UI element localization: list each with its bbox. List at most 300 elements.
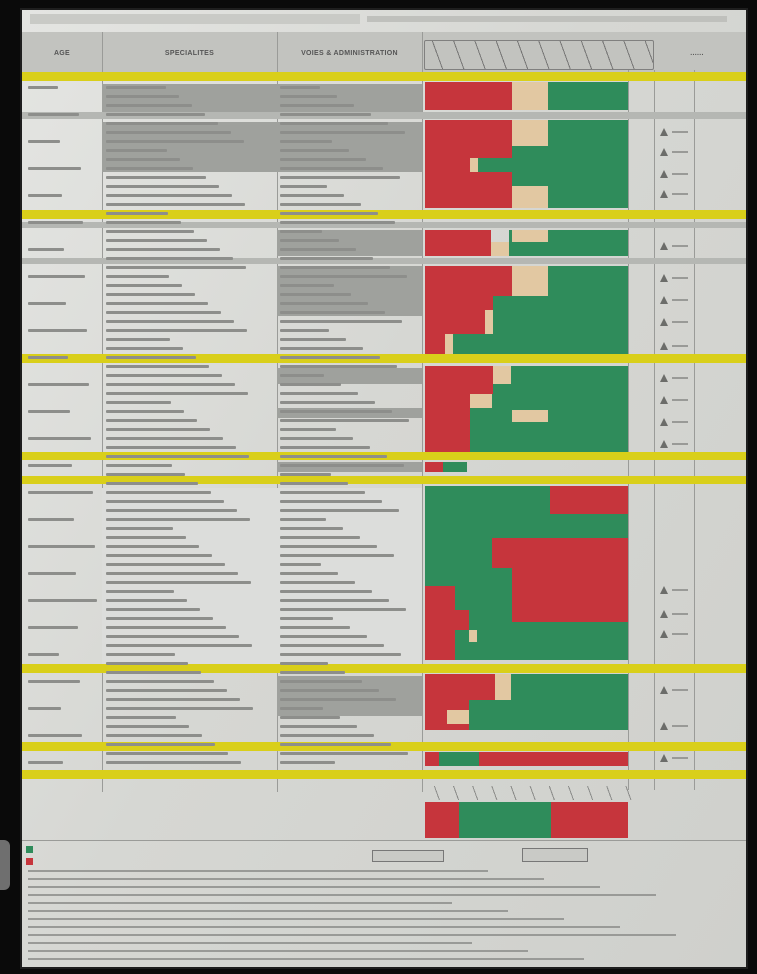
text-line — [28, 221, 83, 224]
text-line — [106, 356, 196, 359]
green-block — [443, 462, 467, 472]
text-line — [106, 221, 181, 224]
text-line — [280, 698, 396, 701]
section-bar-8 — [22, 770, 746, 779]
text-line — [106, 590, 174, 593]
text-line — [106, 419, 197, 422]
text-line — [106, 86, 166, 89]
text-line — [28, 572, 76, 575]
tan-block — [512, 186, 548, 208]
icon-caption — [672, 277, 688, 279]
text-line — [280, 626, 350, 629]
text-line — [106, 293, 195, 296]
icon-caption — [672, 757, 688, 759]
text-line — [28, 464, 72, 467]
text-line — [280, 212, 378, 215]
text-line — [106, 284, 182, 287]
warning-triangle-icon — [660, 342, 668, 350]
text-line — [280, 95, 337, 98]
col-line-4 — [628, 70, 629, 790]
red-block — [425, 462, 443, 472]
green-block — [511, 674, 628, 730]
text-line — [280, 653, 401, 656]
text-line — [280, 311, 385, 314]
text-line — [280, 752, 408, 755]
text-line — [106, 725, 189, 728]
text-line — [280, 257, 373, 260]
text-line — [106, 599, 187, 602]
text-line — [280, 365, 397, 368]
text-line — [280, 509, 399, 512]
red-block — [470, 172, 512, 208]
photographed-document — [22, 10, 746, 967]
text-line — [280, 482, 348, 485]
warning-triangle-icon — [660, 440, 668, 448]
warning-triangle-icon — [660, 418, 668, 426]
text-line — [280, 491, 365, 494]
text-line — [280, 338, 346, 341]
text-line — [106, 302, 208, 305]
warning-triangle-icon — [660, 296, 668, 304]
icon-caption — [672, 345, 688, 347]
green-block — [493, 296, 548, 354]
green-block — [548, 82, 628, 110]
text-line — [28, 86, 58, 89]
green-block — [511, 366, 628, 452]
text-line — [280, 500, 382, 503]
icon-caption — [672, 725, 688, 727]
text-line — [106, 95, 179, 98]
tan-block — [493, 366, 511, 384]
text-line — [280, 473, 331, 476]
text-line — [280, 392, 358, 395]
text-line — [106, 572, 238, 575]
text-line — [106, 662, 188, 665]
green-block — [469, 700, 511, 730]
text-line — [28, 626, 78, 629]
red-block — [425, 586, 455, 660]
text-line — [106, 464, 172, 467]
legend-green-swatch — [26, 846, 33, 853]
text-line — [280, 158, 366, 161]
red-block — [425, 158, 470, 208]
col-line-5 — [654, 70, 655, 790]
text-line — [106, 644, 252, 647]
text-line — [106, 230, 194, 233]
text-line — [106, 473, 185, 476]
text-line — [28, 680, 80, 683]
red-block — [425, 310, 485, 334]
footnote-line — [28, 950, 528, 952]
text-line — [106, 698, 240, 701]
tan-block — [485, 310, 493, 334]
icon-caption — [672, 321, 688, 323]
text-line — [280, 518, 326, 521]
bottom-rule — [22, 840, 746, 841]
icon-caption — [672, 151, 688, 153]
text-line — [280, 302, 368, 305]
tan-block — [512, 82, 548, 110]
text-line — [280, 572, 338, 575]
heading-strip — [367, 16, 727, 22]
text-line — [280, 563, 321, 566]
icon-caption — [672, 689, 688, 691]
text-line — [106, 401, 171, 404]
red-block — [455, 610, 469, 630]
text-line — [280, 86, 320, 89]
text-line — [280, 617, 333, 620]
icon-caption — [672, 421, 688, 423]
text-line — [106, 563, 225, 566]
text-line — [28, 356, 68, 359]
green-block — [492, 394, 511, 452]
text-line — [280, 554, 394, 557]
text-line — [280, 401, 375, 404]
red-block — [550, 486, 628, 514]
tan-block — [512, 120, 548, 146]
text-line — [280, 428, 336, 431]
text-line — [28, 545, 95, 548]
red-block — [425, 752, 439, 766]
text-line — [106, 185, 219, 188]
warning-triangle-icon — [660, 630, 668, 638]
text-line — [280, 608, 406, 611]
text-line — [28, 410, 70, 413]
icon-caption — [672, 245, 688, 247]
green-block — [470, 408, 492, 452]
header-voies: VOIES & ADMINISTRATION — [301, 49, 398, 57]
text-line — [28, 761, 63, 764]
text-line — [106, 527, 173, 530]
text-line — [280, 113, 371, 116]
red-block — [425, 230, 491, 256]
text-line — [106, 734, 202, 737]
text-line — [106, 248, 220, 251]
warning-triangle-icon — [660, 722, 668, 730]
text-line — [106, 455, 249, 458]
text-line — [28, 167, 81, 170]
text-line — [106, 752, 228, 755]
footnote-line — [28, 926, 620, 928]
warning-triangle-icon — [660, 242, 668, 250]
text-line — [28, 194, 62, 197]
icon-caption — [672, 589, 688, 591]
text-line — [280, 356, 380, 359]
text-line — [280, 293, 351, 296]
footnote-line — [28, 894, 656, 896]
icon-caption — [672, 633, 688, 635]
text-line — [280, 680, 362, 683]
footnote-line — [28, 918, 564, 920]
text-line — [106, 536, 186, 539]
legend-box — [522, 848, 588, 862]
text-line — [106, 257, 233, 260]
text-line — [106, 392, 248, 395]
tan-block — [470, 158, 478, 172]
green-block — [453, 334, 493, 354]
text-line — [280, 176, 400, 179]
text-line — [106, 374, 222, 377]
green-block — [548, 120, 628, 158]
text-line — [280, 743, 391, 746]
text-line — [106, 113, 205, 116]
text-line — [106, 140, 244, 143]
text-line — [106, 671, 201, 674]
icon-caption — [672, 443, 688, 445]
text-line — [280, 671, 345, 674]
text-line — [106, 500, 224, 503]
text-line — [106, 626, 226, 629]
text-line — [106, 239, 207, 242]
text-line — [280, 536, 360, 539]
text-line — [106, 347, 183, 350]
footnote-line — [28, 942, 472, 944]
icon-caption — [672, 131, 688, 133]
text-line — [280, 329, 329, 332]
text-line — [106, 743, 215, 746]
text-line — [280, 275, 407, 278]
icon-caption — [672, 173, 688, 175]
text-line — [28, 275, 85, 278]
text-line — [280, 266, 390, 269]
text-line — [28, 599, 97, 602]
text-line — [106, 275, 169, 278]
text-line — [280, 194, 344, 197]
text-line — [106, 716, 176, 719]
text-line — [106, 194, 232, 197]
warning-triangle-icon — [660, 686, 668, 694]
text-line — [280, 230, 322, 233]
text-line — [280, 446, 370, 449]
green-block — [439, 752, 479, 766]
text-line — [280, 437, 353, 440]
text-line — [28, 329, 87, 332]
text-line — [28, 518, 74, 521]
green-block — [512, 146, 548, 158]
legend-red-swatch — [26, 858, 33, 865]
tan-block — [491, 242, 509, 256]
row-shade — [277, 266, 422, 316]
text-line — [280, 464, 404, 467]
warning-triangle-icon — [660, 190, 668, 198]
text-line — [280, 185, 327, 188]
text-line — [106, 581, 251, 584]
text-line — [106, 167, 193, 170]
text-line — [28, 140, 60, 143]
text-line — [106, 104, 192, 107]
text-line — [106, 437, 223, 440]
icon-caption — [672, 613, 688, 615]
text-line — [106, 149, 167, 152]
text-line — [280, 149, 349, 152]
text-line — [106, 761, 241, 764]
text-line — [280, 167, 383, 170]
warning-triangle-icon — [660, 610, 668, 618]
text-line — [28, 302, 66, 305]
icon-caption — [672, 399, 688, 401]
text-line — [280, 716, 340, 719]
footnote-line — [28, 902, 452, 904]
warning-triangle-icon — [660, 318, 668, 326]
text-line — [106, 158, 180, 161]
green-block — [459, 802, 551, 838]
text-line — [280, 221, 395, 224]
text-line — [106, 680, 214, 683]
text-line — [280, 662, 328, 665]
text-line — [106, 446, 236, 449]
text-line — [28, 707, 61, 710]
footnote-line — [28, 910, 508, 912]
col-line-3 — [422, 32, 423, 792]
text-line — [106, 329, 247, 332]
warning-triangle-icon — [660, 754, 668, 762]
text-line — [280, 140, 332, 143]
text-line — [28, 653, 59, 656]
text-line — [28, 383, 89, 386]
text-line — [106, 554, 212, 557]
tan-block — [469, 630, 477, 642]
text-line — [106, 122, 218, 125]
header-legend: ...... — [690, 49, 704, 57]
text-line — [28, 491, 93, 494]
tan-block — [512, 410, 548, 422]
text-line — [106, 653, 175, 656]
text-line — [280, 284, 334, 287]
text-line — [106, 545, 199, 548]
text-line — [280, 239, 339, 242]
col-line-6 — [694, 70, 695, 790]
text-line — [280, 374, 324, 377]
text-line — [106, 203, 245, 206]
tan-block — [512, 266, 548, 296]
tan-block — [495, 674, 511, 700]
row-shade — [277, 230, 422, 256]
warning-triangle-icon — [660, 586, 668, 594]
text-line — [280, 644, 384, 647]
bottom-hours-scale — [424, 786, 634, 800]
text-line — [106, 608, 200, 611]
row-shade — [102, 122, 422, 172]
text-line — [106, 707, 253, 710]
text-line — [280, 761, 335, 764]
header-hours-scale — [424, 40, 654, 70]
warning-triangle-icon — [660, 128, 668, 136]
red-block — [551, 802, 628, 838]
green-block — [548, 266, 628, 354]
text-line — [106, 635, 239, 638]
text-line — [106, 131, 231, 134]
text-line — [106, 518, 250, 521]
footnote-line — [28, 870, 488, 872]
header-specialites: SPECIALITES — [164, 49, 215, 57]
text-line — [28, 113, 79, 116]
text-line — [280, 203, 361, 206]
text-line — [280, 689, 379, 692]
icon-caption — [672, 377, 688, 379]
text-line — [106, 491, 211, 494]
text-line — [106, 482, 198, 485]
text-line — [280, 248, 356, 251]
tan-block — [445, 334, 453, 354]
section-bar-1 — [22, 72, 746, 81]
text-line — [106, 311, 221, 314]
text-line — [280, 635, 367, 638]
green-block — [512, 172, 548, 186]
text-line — [106, 689, 227, 692]
text-line — [106, 617, 213, 620]
red-block — [512, 586, 628, 622]
text-line — [280, 347, 363, 350]
text-line — [106, 410, 184, 413]
text-line — [106, 266, 246, 269]
red-block — [479, 752, 628, 766]
green-block — [493, 384, 511, 394]
text-line — [280, 527, 343, 530]
text-line — [280, 383, 341, 386]
text-line — [106, 338, 170, 341]
footnote-line — [28, 958, 584, 960]
tan-block — [470, 394, 492, 408]
text-line — [280, 545, 377, 548]
text-line — [106, 176, 206, 179]
text-line — [280, 590, 372, 593]
tan-block — [447, 710, 469, 724]
red-block — [425, 120, 512, 158]
icon-caption — [672, 193, 688, 195]
text-line — [280, 131, 405, 134]
tan-block — [512, 230, 548, 242]
text-line — [280, 455, 387, 458]
footnote-line — [28, 934, 676, 936]
text-line — [280, 122, 388, 125]
legend-box — [372, 850, 444, 862]
document-heading — [30, 14, 360, 24]
icon-caption — [672, 299, 688, 301]
text-line — [28, 437, 91, 440]
warning-triangle-icon — [660, 396, 668, 404]
text-line — [280, 410, 392, 413]
warning-triangle-icon — [660, 374, 668, 382]
row-shade — [102, 488, 422, 670]
text-line — [106, 509, 237, 512]
text-line — [280, 104, 354, 107]
red-block — [425, 802, 459, 838]
footnote-line — [28, 886, 600, 888]
text-line — [106, 320, 234, 323]
text-line — [280, 707, 323, 710]
text-line — [28, 734, 82, 737]
red-block — [512, 568, 628, 586]
text-line — [280, 581, 355, 584]
red-block — [492, 538, 628, 568]
text-line — [106, 383, 235, 386]
warning-triangle-icon — [660, 274, 668, 282]
red-block — [425, 334, 445, 354]
background-object — [0, 840, 10, 890]
text-line — [280, 320, 402, 323]
text-line — [106, 365, 209, 368]
text-line — [280, 734, 374, 737]
text-line — [280, 725, 357, 728]
red-block — [425, 82, 512, 110]
text-line — [28, 248, 64, 251]
text-line — [106, 212, 168, 215]
header-age: AGE — [53, 49, 71, 57]
warning-triangle-icon — [660, 170, 668, 178]
warning-triangle-icon — [660, 148, 668, 156]
text-line — [280, 419, 409, 422]
footnote-line — [28, 878, 544, 880]
